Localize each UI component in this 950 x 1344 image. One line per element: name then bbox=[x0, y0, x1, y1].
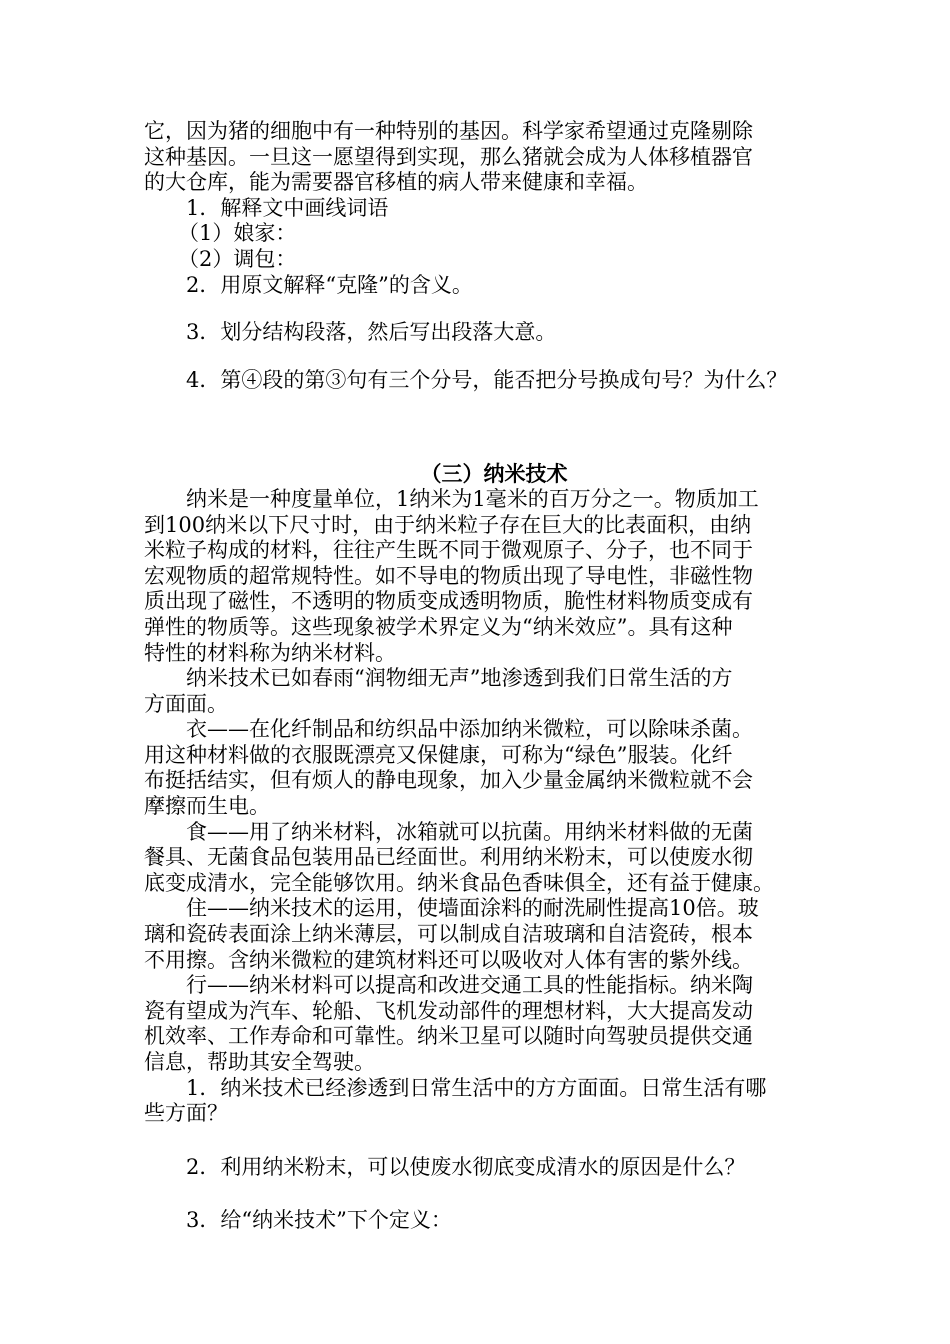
text-line: 到100纳米以下尺寸时，由于纳米粒子存在巨大的比表面积，由纳 bbox=[144, 512, 752, 537]
text-line: 底变成清水，完全能够饮用。纳米食品色香味俱全，还有益于健康。 bbox=[144, 870, 774, 895]
text-line: 璃和瓷砖表面涂上纳米薄层，可以制成自洁玻璃和自洁瓷砖，根本 bbox=[144, 922, 753, 947]
paragraph-clothing bbox=[144, 717, 820, 819]
text-line: 米粒子构成的材料，往往产生既不同于微观原子、分子，也不同于 bbox=[144, 538, 753, 563]
text-line: 的大仓库，能为需要器官移植的病人带来健康和幸福。 bbox=[144, 170, 648, 195]
text-line: 宏观物质的超常规特性。如不导电的物质出现了导电性，非磁性物 bbox=[144, 563, 753, 588]
text-line: 它，因为猪的细胞中有一种特别的基因。科学家希望通过克隆剔除 bbox=[144, 119, 753, 143]
text-line: 弹性的物质等。这些现象被学术界定义为“纳米效应”。具有这种 bbox=[144, 614, 733, 639]
text-line: 机效率、工作寿命和可靠性。纳米卫星可以随时向驾驶员提供交通 bbox=[144, 1024, 753, 1049]
question-1-item-1: （1）娘家： bbox=[178, 221, 297, 246]
text-line: 餐具、无菌食品包装用品已经面世。利用纳米粉末，可以使废水彻 bbox=[144, 845, 753, 870]
text-line: 不用擦。含纳米微粒的建筑材料还可以吸收对人体有害的紫外线。 bbox=[144, 947, 753, 972]
question-1: 1．解释文中画线词语 bbox=[186, 195, 389, 220]
paragraph-food bbox=[144, 820, 820, 897]
text-line: 这种基因。一旦这一愿望得到实现，那么猪就会成为人体移植器官 bbox=[144, 144, 753, 169]
text-line: 用这种材料做的衣服既漂亮又保健康，可称为“绿色”服装。化纤 bbox=[144, 742, 733, 767]
text-line: 布挺括结实，但有烦人的静电现象，加入少量金属纳米微粒就不会 bbox=[144, 768, 753, 793]
text-line: 特性的材料称为纳米材料。 bbox=[144, 640, 396, 665]
question-3: 3．划分结构段落，然后写出段落大意。 bbox=[186, 320, 557, 345]
paragraph-transport bbox=[144, 973, 820, 1075]
document-page bbox=[144, 119, 820, 1234]
text-line: 些方面？ bbox=[144, 1101, 228, 1126]
text-line: 住——纳米技术的运用，使墙面涂料的耐洗刷性提高10倍。玻 bbox=[186, 896, 759, 921]
paragraph-2 bbox=[144, 666, 820, 717]
text-line: 行——纳米材料可以提高和改进交通工具的性能指标。纳米陶 bbox=[186, 973, 753, 998]
text-line: 纳米技术已如春雨“润物细无声”地渗透到我们日常生活的方 bbox=[186, 666, 733, 691]
paragraph-1 bbox=[144, 487, 820, 666]
question-2: 2．用原文解释“克隆”的含义。 bbox=[186, 272, 473, 297]
text-line: 方面面。 bbox=[144, 691, 228, 716]
passage-continuation bbox=[144, 119, 820, 196]
nano-question-3: 3．给“纳米技术”下个定义： bbox=[186, 1208, 452, 1233]
text-line: 纳米是一种度量单位，1纳米为1毫米的百万分之一。物质加工 bbox=[186, 486, 759, 511]
section-title: （三）纳米技术 bbox=[420, 461, 568, 487]
paragraph-housing bbox=[144, 896, 820, 973]
text-line: 1．纳米技术已经渗透到日常生活中的方方面面。日常生活有哪 bbox=[186, 1075, 767, 1100]
text-line: 瓷有望成为汽车、轮船、飞机发动部件的理想材料，大大提高发动 bbox=[144, 998, 753, 1023]
text-line: 衣——在化纤制品和纺织品中添加纳米微粒，可以除味杀菌。 bbox=[186, 717, 753, 742]
text-line: 信息，帮助其安全驾驶。 bbox=[144, 1050, 375, 1074]
text-line: 质出现了磁性，不透明的物质变成透明物质，脆性材料物质变成有 bbox=[144, 589, 753, 614]
question-1-item-2: （2）调包： bbox=[178, 246, 297, 271]
text-line: 食——用了纳米材料，冰箱就可以抗菌。用纳米材料做的无菌 bbox=[186, 819, 753, 844]
text-line: 摩擦而生电。 bbox=[144, 794, 270, 819]
nano-question-2: 2．利用纳米粉末，可以使废水彻底变成清水的原因是什么？ bbox=[186, 1154, 746, 1179]
nano-question-1 bbox=[144, 1076, 820, 1127]
question-4: 4．第④段的第③句有三个分号，能否把分号换成句号？为什么？ bbox=[186, 367, 788, 392]
